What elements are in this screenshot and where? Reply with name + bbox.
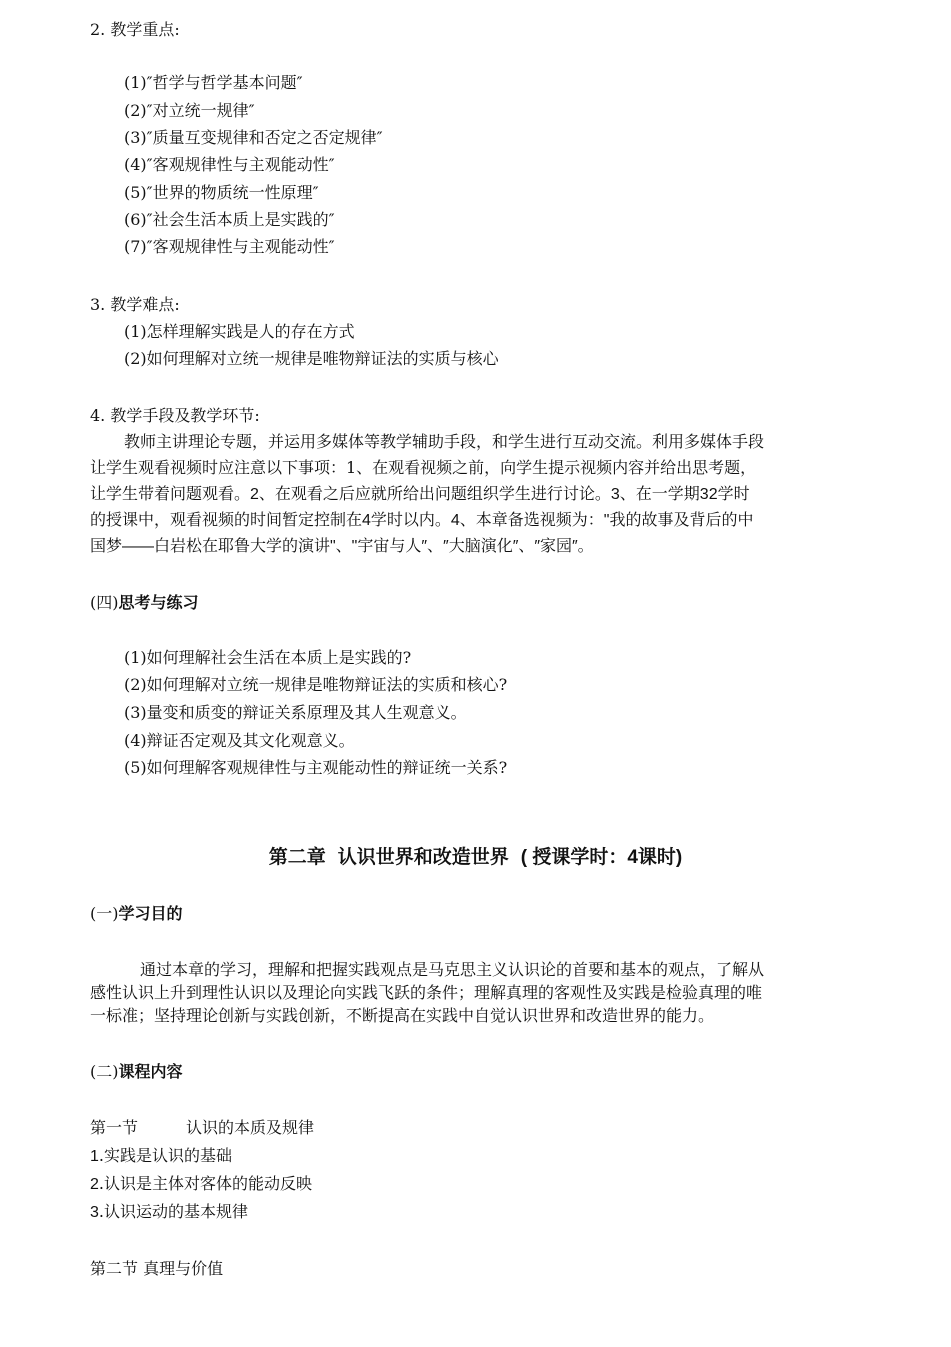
difficulties-heading: 3. 教学难点:	[90, 295, 180, 314]
content-item-number: 2	[90, 1176, 99, 1193]
exercise-item: (4)辩证否定观及其文化观意义。	[124, 731, 355, 750]
key-points-heading: 2. 教学重点:	[90, 20, 180, 39]
content-item-text: .认识是主体对客体的能动反映	[98, 1174, 312, 1193]
chapter-hours: ( 授课学时：4课时)	[520, 847, 683, 868]
chapter-number: 第二章	[268, 847, 326, 868]
goals-paragraph-line: 通过本章的学习，理解和把握实践观点是马克思主义认识论的首要和基本的观点，了解从	[140, 960, 765, 979]
content-item-number: 3	[90, 1204, 99, 1221]
content-item	[90, 1174, 312, 1195]
methods-paragraph-line: 让学生带着问题观看。2、在观看之后应就所给出问题组织学生进行讨论。3、在一学期32学时	[90, 486, 750, 503]
section-one-heading	[90, 1118, 314, 1138]
methods-heading: 4. 教学手段及教学环节:	[90, 406, 260, 425]
methods-paragraph-line: 让学生观看视频时应注意以下事项：1、在观看视频之前，向学生提示视频内容并给出思考题，	[90, 458, 757, 477]
exercises-heading-title: 思考与练习	[118, 595, 199, 612]
goals-paragraph-line: 一标准；坚持理论创新与实践创新，不断提高在实践中自觉认识世界和改造世界的能力。	[90, 1006, 715, 1025]
goals-heading	[90, 904, 183, 925]
content-heading-title: 课程内容	[118, 1064, 183, 1081]
goals-paragraph-line: 感性认识上升到理性认识以及理论向实践飞跃的条件；理解真理的客观性及实践是检验真理的唯	[90, 983, 763, 1002]
exercise-item: (5)如何理解客观规律性与主观能动性的辩证统一关系?	[124, 758, 508, 777]
content-item	[90, 1202, 248, 1223]
key-point-item: (1)″哲学与哲学基本问题″	[124, 73, 303, 92]
methods-paragraph-line: 国梦——白岩松在耶鲁大学的演讲"、"宇宙与人″、″大脑演化″、″家园″。	[90, 538, 594, 555]
content-heading	[90, 1062, 183, 1083]
content-item-text: .认识运动的基本规律	[98, 1202, 248, 1221]
content-heading-prefix: (二)	[90, 1062, 119, 1081]
chapter-title	[0, 842, 951, 869]
goals-heading-title: 学习目的	[118, 906, 183, 923]
key-point-item: (6)″社会生活本质上是实践的″	[124, 210, 335, 229]
key-point-item: (7)″客观规律性与主观能动性″	[124, 237, 335, 256]
section-one-label: 第一节	[90, 1118, 139, 1137]
chapter-name: 认识世界和改造世界	[337, 847, 509, 868]
difficulty-item: (2)如何理解对立统一规律是唯物辩证法的实质与核心	[124, 349, 499, 368]
key-point-item: (5)″世界的物质统一性原理″	[124, 183, 319, 202]
goals-heading-prefix: (一)	[90, 904, 119, 923]
section-one-title: 认识的本质及规律	[186, 1118, 315, 1137]
content-item-number: 1	[90, 1148, 99, 1165]
methods-paragraph-line: 教师主讲理论专题，并运用多媒体等教学辅助手段，和学生进行互动交流。利用多媒体手段	[124, 432, 765, 451]
methods-paragraph-line: 的授课中，观看视频的时间暂定控制在4学时以内。4、本章备选视频为："我的故事及背后的中	[90, 512, 754, 529]
exercise-item: (2)如何理解对立统一规律是唯物辩证法的实质和核心?	[124, 675, 508, 694]
content-item	[90, 1146, 232, 1167]
section-two-heading: 第二节 真理与价值	[90, 1259, 224, 1278]
exercises-heading-prefix: (四)	[90, 593, 119, 612]
content-item-text: .实践是认识的基础	[98, 1146, 232, 1165]
difficulty-item: (1)怎样理解实践是人的存在方式	[124, 322, 355, 341]
exercise-item: (3)量变和质变的辩证关系原理及其人生观意义。	[124, 703, 467, 722]
key-point-item: (4)″客观规律性与主观能动性″	[124, 155, 335, 174]
key-point-item: (2)″对立统一规律″	[124, 101, 255, 120]
exercises-heading	[90, 593, 199, 614]
exercise-item: (1)如何理解社会生活在本质上是实践的?	[124, 648, 412, 667]
key-point-item: (3)″质量互变规律和否定之否定规律″	[124, 128, 383, 147]
